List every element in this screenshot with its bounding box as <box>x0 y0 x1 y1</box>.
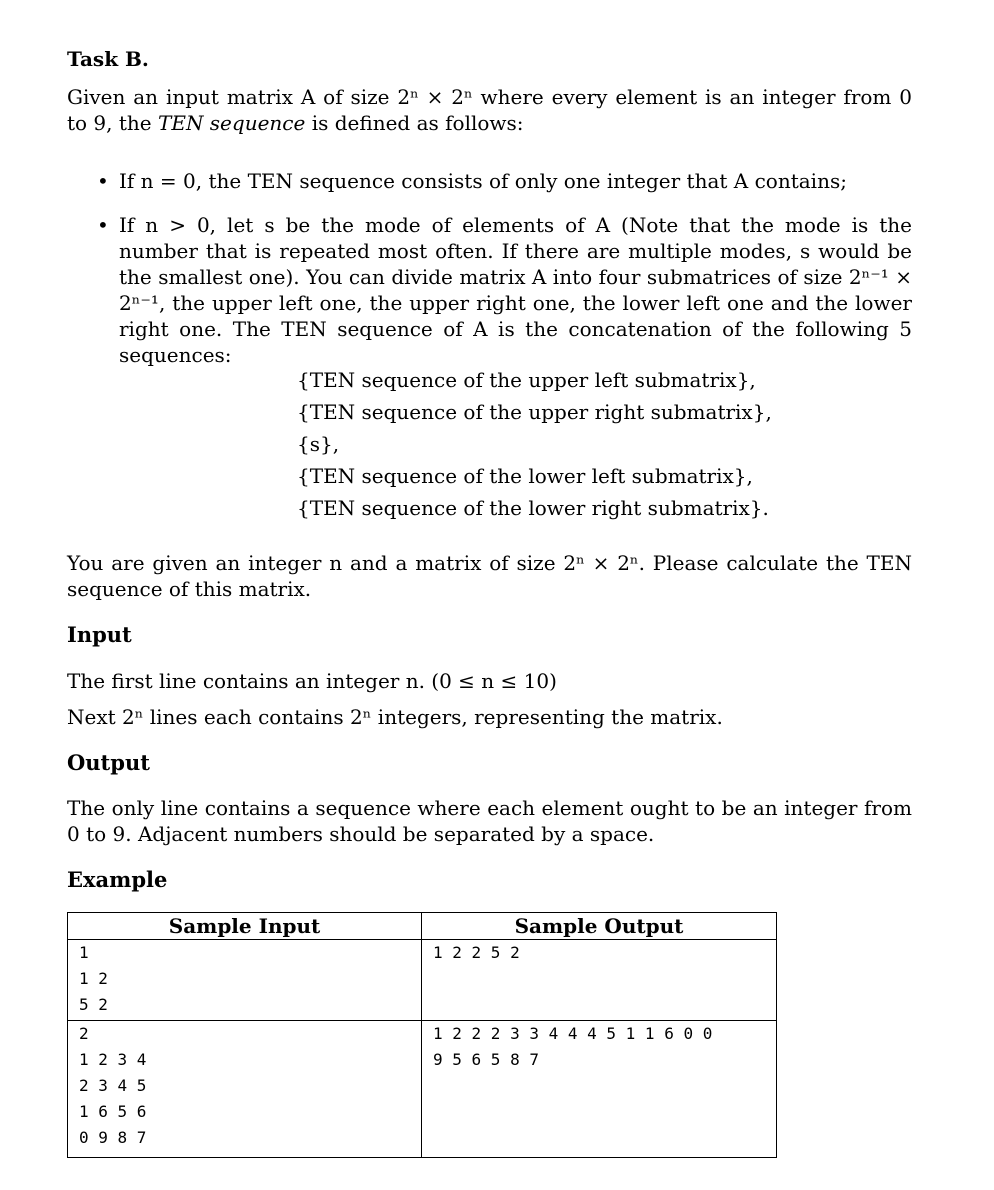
sequence-line: {TEN sequence of the lower left submatrix}, <box>297 464 753 488</box>
task-title: Task B. <box>67 47 149 71</box>
sample-input-cell: 2 1 2 3 4 2 3 4 5 1 6 5 6 0 9 8 7 <box>68 1021 422 1158</box>
output-text: The only line contains a sequence where each element ought to be an integer from 0 to 9. Adjacent numbers should be separated by a space. <box>67 796 912 846</box>
bullet-text: If n = 0, the TEN sequence consists of only one integer that A contains; <box>119 169 847 193</box>
sample-input-cell: 1 1 2 5 2 <box>68 940 422 1021</box>
sample-table <box>67 912 777 1158</box>
bullet-text: If n > 0, let s be the mode of elements of A (Note that the mode is the number that is repeated most often. If there are multiple modes, s would be the smallest one). You can divide matrix A into four submatrices of size 2ⁿ⁻¹ × 2ⁿ⁻¹, the upper left one, the upper right one, the lower left one and the lower right one. The TEN sequence of A is the concatenation of the following 5 sequences: <box>119 213 912 367</box>
input-heading: Input <box>67 622 132 647</box>
bullet-icon: • <box>97 213 109 237</box>
list-item <box>67 212 912 368</box>
sample-output-cell: 1 2 2 2 3 3 4 4 4 5 1 1 6 0 0 9 5 6 5 8 7 <box>422 1021 777 1158</box>
sample-output-header: Sample Output <box>422 913 777 940</box>
intro-paragraph <box>67 84 912 136</box>
ten-sequence-term: TEN sequence <box>158 111 306 135</box>
input-line-2: Next 2ⁿ lines each contains 2ⁿ integers, representing the matrix. <box>67 705 723 729</box>
output-heading: Output <box>67 750 150 775</box>
sample-output-cell: 1 2 2 5 2 <box>422 940 777 1021</box>
task-statement: You are given an integer n and a matrix of size 2ⁿ × 2ⁿ. Please calculate the TEN sequence of this matrix. <box>67 551 912 601</box>
bullet-icon: • <box>97 169 109 193</box>
example-heading: Example <box>67 867 168 892</box>
sequence-list <box>297 364 772 524</box>
input-line-1: The first line contains an integer n. (0 ≤ n ≤ 10) <box>67 669 557 693</box>
sequence-line: {TEN sequence of the upper right submatrix}, <box>297 400 772 424</box>
sequence-line: {TEN sequence of the upper left submatrix}, <box>297 368 756 392</box>
definition-list <box>67 168 912 368</box>
sequence-line: {TEN sequence of the lower right submatrix}. <box>297 496 769 520</box>
table-row <box>68 1021 777 1158</box>
sequence-line: {s}, <box>297 432 340 456</box>
list-item <box>67 168 912 194</box>
intro-line-2: is defined as follows: <box>305 111 524 135</box>
sample-input-header: Sample Input <box>68 913 422 940</box>
intro-line-1: Given an input matrix A of size 2ⁿ × 2ⁿ where every element is an integer from 0 to 9, the <box>67 85 912 135</box>
table-row <box>68 940 777 1021</box>
